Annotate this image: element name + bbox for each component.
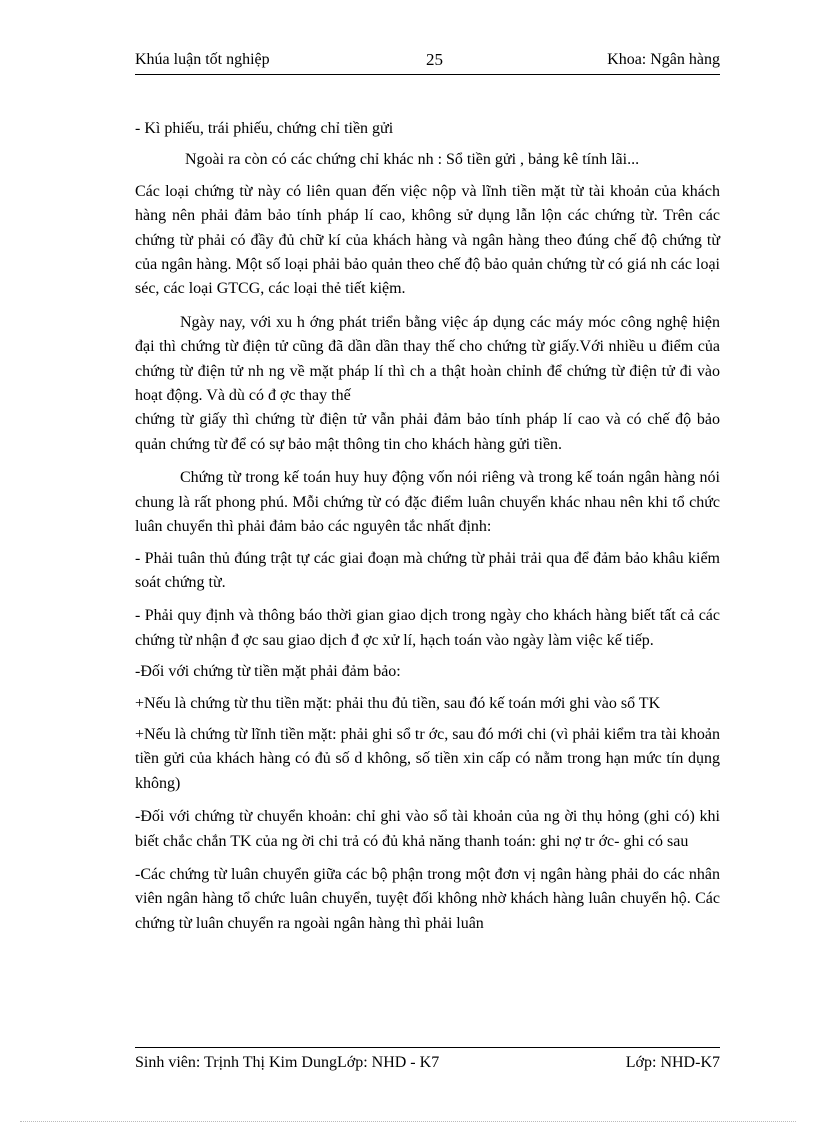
paragraph-rule-order: - Phải tuân thủ đúng trật tự các giai đoạn mà chứng từ phải trải qua để đảm bảo khâu kiểm soát chứng từ. <box>135 549 720 591</box>
header-faculty: Khoa: Ngân hàng <box>607 51 720 68</box>
paragraph-document-types: Các loại chứng từ này có liên quan đến việc nộp và lĩnh tiền mặt từ tài khoản của khách hàng nên phải đảm bảo tính pháp lí cao, không sử dụng lẫn lộn các chứng từ. Trên các chứng từ phải có đầy đủ chữ kí của khách hàng và ngân hàng theo đúng chế độ chứng từ của ngân hàng. Một số loại phải bảo quản theo chế độ bảo quản chứng từ có giá nh các loại séc, các loại GTCG, các loại thẻ tiết kiệm. <box>135 182 720 298</box>
paragraph-transfer-documents: -Đối với chứng từ chuyển khoản: chỉ ghi vào sổ tài khoản của ng ời thụ hỏng (ghi có) khi biết chắc chắn TK của ng ời chi trả có đủ khả năng thanh toán: ghi nợ tr ớc- ghi có sau <box>135 808 720 850</box>
page-body <box>135 117 720 936</box>
paragraph-cash-withdrawal: +Nếu là chứng từ lĩnh tiền mặt: phải ghi sổ tr ớc, sau đó mới chi (vì phải kiểm tra tài khoản tiền gửi của khách hàng có đủ số d không, số tiền xin cấp có nằm trong hạn mức tín dụng không) <box>135 725 720 792</box>
page-header <box>135 50 720 72</box>
footer-divider <box>135 1047 720 1048</box>
header-thesis-title: Khúa luận tốt nghiệp <box>135 51 270 68</box>
paragraph-cash-receipt: +Nếu là chứng từ thu tiền mặt: phải thu đủ tiền, sau đó kế toán mới ghi vào sổ TK <box>135 694 661 712</box>
paragraph-bullet-ki-phieu: - Kì phiếu, trái phiếu, chứng chỉ tiền gửi <box>135 120 394 137</box>
header-divider <box>135 74 720 75</box>
header-page-number: 25 <box>426 50 443 69</box>
page-footer <box>135 1053 720 1075</box>
paragraph-cash-documents: -Đối với chứng từ tiền mặt phải đảm bảo: <box>135 663 401 681</box>
paragraph-paper-documents: chứng từ giấy thì chứng từ điện tử vẫn phải đảm bảo tính pháp lí cao và có chế độ bảo quản chứng từ để có sự bảo mật thông tin cho khách hàng gửi tiền. <box>135 411 720 453</box>
paragraph-internal-circulation: -Các chứng từ luân chuyển giữa các bộ phận trong một đơn vị ngân hàng phải do các nhân viên ngân hàng tổ chức luân chuyển, tuyệt đối không nhờ khách hàng luân chuyển hộ. Các chứng từ luân chuyển ra ngoài ngân hàng thì phải luân <box>135 865 720 932</box>
footer-student: Sinh viên: Trịnh Thị Kim DungLớp: NHD - K7 <box>135 1054 440 1071</box>
paragraph-other-certificates: Ngoài ra còn có các chứng chỉ khác nh : Sổ tiền gửi , bảng kê tính lãi... <box>185 151 640 169</box>
page-bottom-edge <box>20 1121 796 1122</box>
paragraph-document-circulation: Chứng từ trong kế toán huy huy động vốn nói riêng và trong kế toán ngân hàng nói chung là rất phong phú. Mỗi chứng từ có đặc điểm luân chuyển khác nhau nên khi tổ chức luân chuyển thì phải đảm bảo các nguyên tắc nhất định: <box>135 469 720 536</box>
footer-class: Lớp: NHD-K7 <box>625 1054 720 1071</box>
paragraph-electronic-documents: Ngày nay, với xu h ớng phát triển bằng việc áp dụng các máy móc công nghệ hiện đại thì chứng từ điện tử cũng đã dần dần thay thế cho chứng từ giấy.Với nhiều u điểm của chứng từ điện tử nh ng về mặt pháp lí thì ch a thật hoàn chỉnh để chứng từ điện tử đi vào hoạt động. Và dù có đ ợc thay thế <box>135 313 720 405</box>
paragraph-rule-schedule: - Phải quy định và thông báo thời gian giao dịch trong ngày cho khách hàng biết tất cả các chứng từ nhận đ ợc sau giao dịch đ ợc xử lí, hạch toán vào ngày làm việc kế tiếp. <box>135 607 720 649</box>
